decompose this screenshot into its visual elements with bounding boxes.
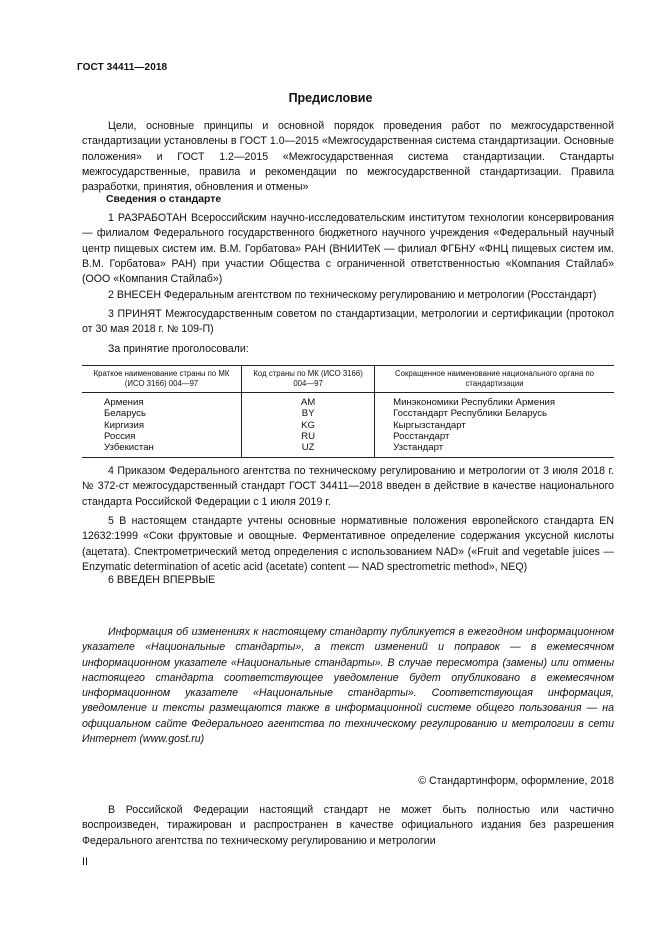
table-row xyxy=(82,431,614,442)
table-row xyxy=(82,442,614,458)
intro-paragraph: Цели, основные принципы и основной порядок проведения работ по межгосударственной стандартизации установлены в ГОСТ 1.0—2015 «Межгосударственная система стандартизации. Основные положения» и ГОСТ 1.2—2015 «Межгосударственная система стандартизации. Стандарты межгосударственные, правила и рекомендации по межгосударственной стандартизации. Правила разработки, принятия, обновления и отмены» xyxy=(82,120,614,194)
standards-body: Минэкономики Республики Армения xyxy=(375,393,614,409)
item-harmonization: 5 В настоящем стандарте учтены основные нормативные положения европейского стандарта EN 12632:1999 «Соки фруктовые и овощные. Ферментативное определение содержания уксусной кислоты (ацетата). Спектрометрический метод определения с использованием NAD» («Fruit and vegetable juices — Enzymatic determination of acetic acid (acetate) content — NAD spectrometric method», NEQ) xyxy=(82,515,614,573)
item-developed: 1 РАЗРАБОТАН Всероссийским научно-исследовательским институтом технологии консервирования — филиалом Федерального государственного бюджетного научного учреждения «Федеральный научный центр пищевых систем им. В.М. Горбатова» РАН (ВНИИТеК — филиал ФГБНУ «ФНЦ пищевых систем им. В.М. Горбатова» РАН) при участии Общества с ограниченной ответственностью «Компания Стайлаб» (ООО «Компания Стайлаб») xyxy=(82,212,614,286)
table-header-cell: Краткое наименование страны по МК (ИСО 3166) 004—97 xyxy=(82,366,242,393)
standards-body: Госстандарт Республики Беларусь xyxy=(375,408,614,419)
country-code: AM xyxy=(242,393,375,409)
table-header-cell: Сокращенное наименование национального органа по стандартизации xyxy=(375,366,614,393)
item-order: 4 Приказом Федерального агентства по техническому регулированию и метрологии от 3 июля 2018 г. № 372-ст межгосударственный стандарт ГОСТ 34411—2018 введен в действие в качестве национального стандарта Российской Федерации с 1 июля 2019 г. xyxy=(82,465,614,508)
page-number: II xyxy=(82,856,88,868)
section-subtitle: Сведения о стандарте xyxy=(106,194,222,205)
page-title: Предисловие xyxy=(288,91,373,105)
info-note: Информация об изменениях к настоящему стандарту публикуется в ежегодном информационном указателе «Национальные стандарты», а текст изменений и поправок — в ежемесячном информационном указателе «Национальные стандарты». В случае пересмотра (замены) или отмены настоящего стандарта соответствующее уведомление будет опубликовано в ежемесячном информационном указателе «Национальные стандарты». Соответствующая информация, уведомление и тексты размещаются также в информационной системе общего пользования — на официальном сайте Федерального агентства по техническому регулированию и метрологии в сети Интернет (www.gost.ru) xyxy=(82,626,614,746)
voting-table xyxy=(82,365,614,458)
table-header-cell: Код страны по МК (ИСО 3166) 004—97 xyxy=(242,366,375,393)
standards-body: Росстандарт xyxy=(375,431,614,442)
reproduction-notice: В Российской Федерации настоящий стандарт не может быть полностью или частично воспроизведен, тиражирован и распространен в качестве официального издания без разрешения Федерального агентства по техническому регулированию и метрологии xyxy=(82,804,614,847)
table-row xyxy=(82,393,614,409)
item-adopted: 3 ПРИНЯТ Межгосударственным советом по стандартизации, метрологии и сертификации (протокол от 30 мая 2018 г. № 109-П) xyxy=(82,308,614,336)
table-row xyxy=(82,420,614,431)
table-header-row xyxy=(82,366,614,393)
country-code: BY xyxy=(242,408,375,419)
country-name: Россия xyxy=(104,430,136,442)
table-row xyxy=(82,408,614,419)
vote-label: За принятие проголосовали: xyxy=(108,343,249,355)
country-name: Армения xyxy=(104,397,144,408)
country-code: UZ xyxy=(242,442,375,458)
document-code: ГОСТ 34411—2018 xyxy=(77,62,168,73)
standards-body: Кыргызстандарт xyxy=(375,420,614,431)
country-name: Беларусь xyxy=(104,408,146,420)
country-code: RU xyxy=(242,431,375,442)
item-introduced: 2 ВНЕСЕН Федеральным агентством по техническому регулированию и метрологии (Росстандарт) xyxy=(108,289,597,301)
country-code: KG xyxy=(242,420,375,431)
copyright-notice: © Стандартинформ, оформление, 2018 xyxy=(418,775,614,787)
country-name: Киргизия xyxy=(104,419,145,431)
item-first-introduced: 6 ВВЕДЕН ВПЕРВЫЕ xyxy=(108,574,216,586)
standards-body: Узстандарт xyxy=(375,442,614,458)
country-name: Узбекистан xyxy=(104,442,154,454)
